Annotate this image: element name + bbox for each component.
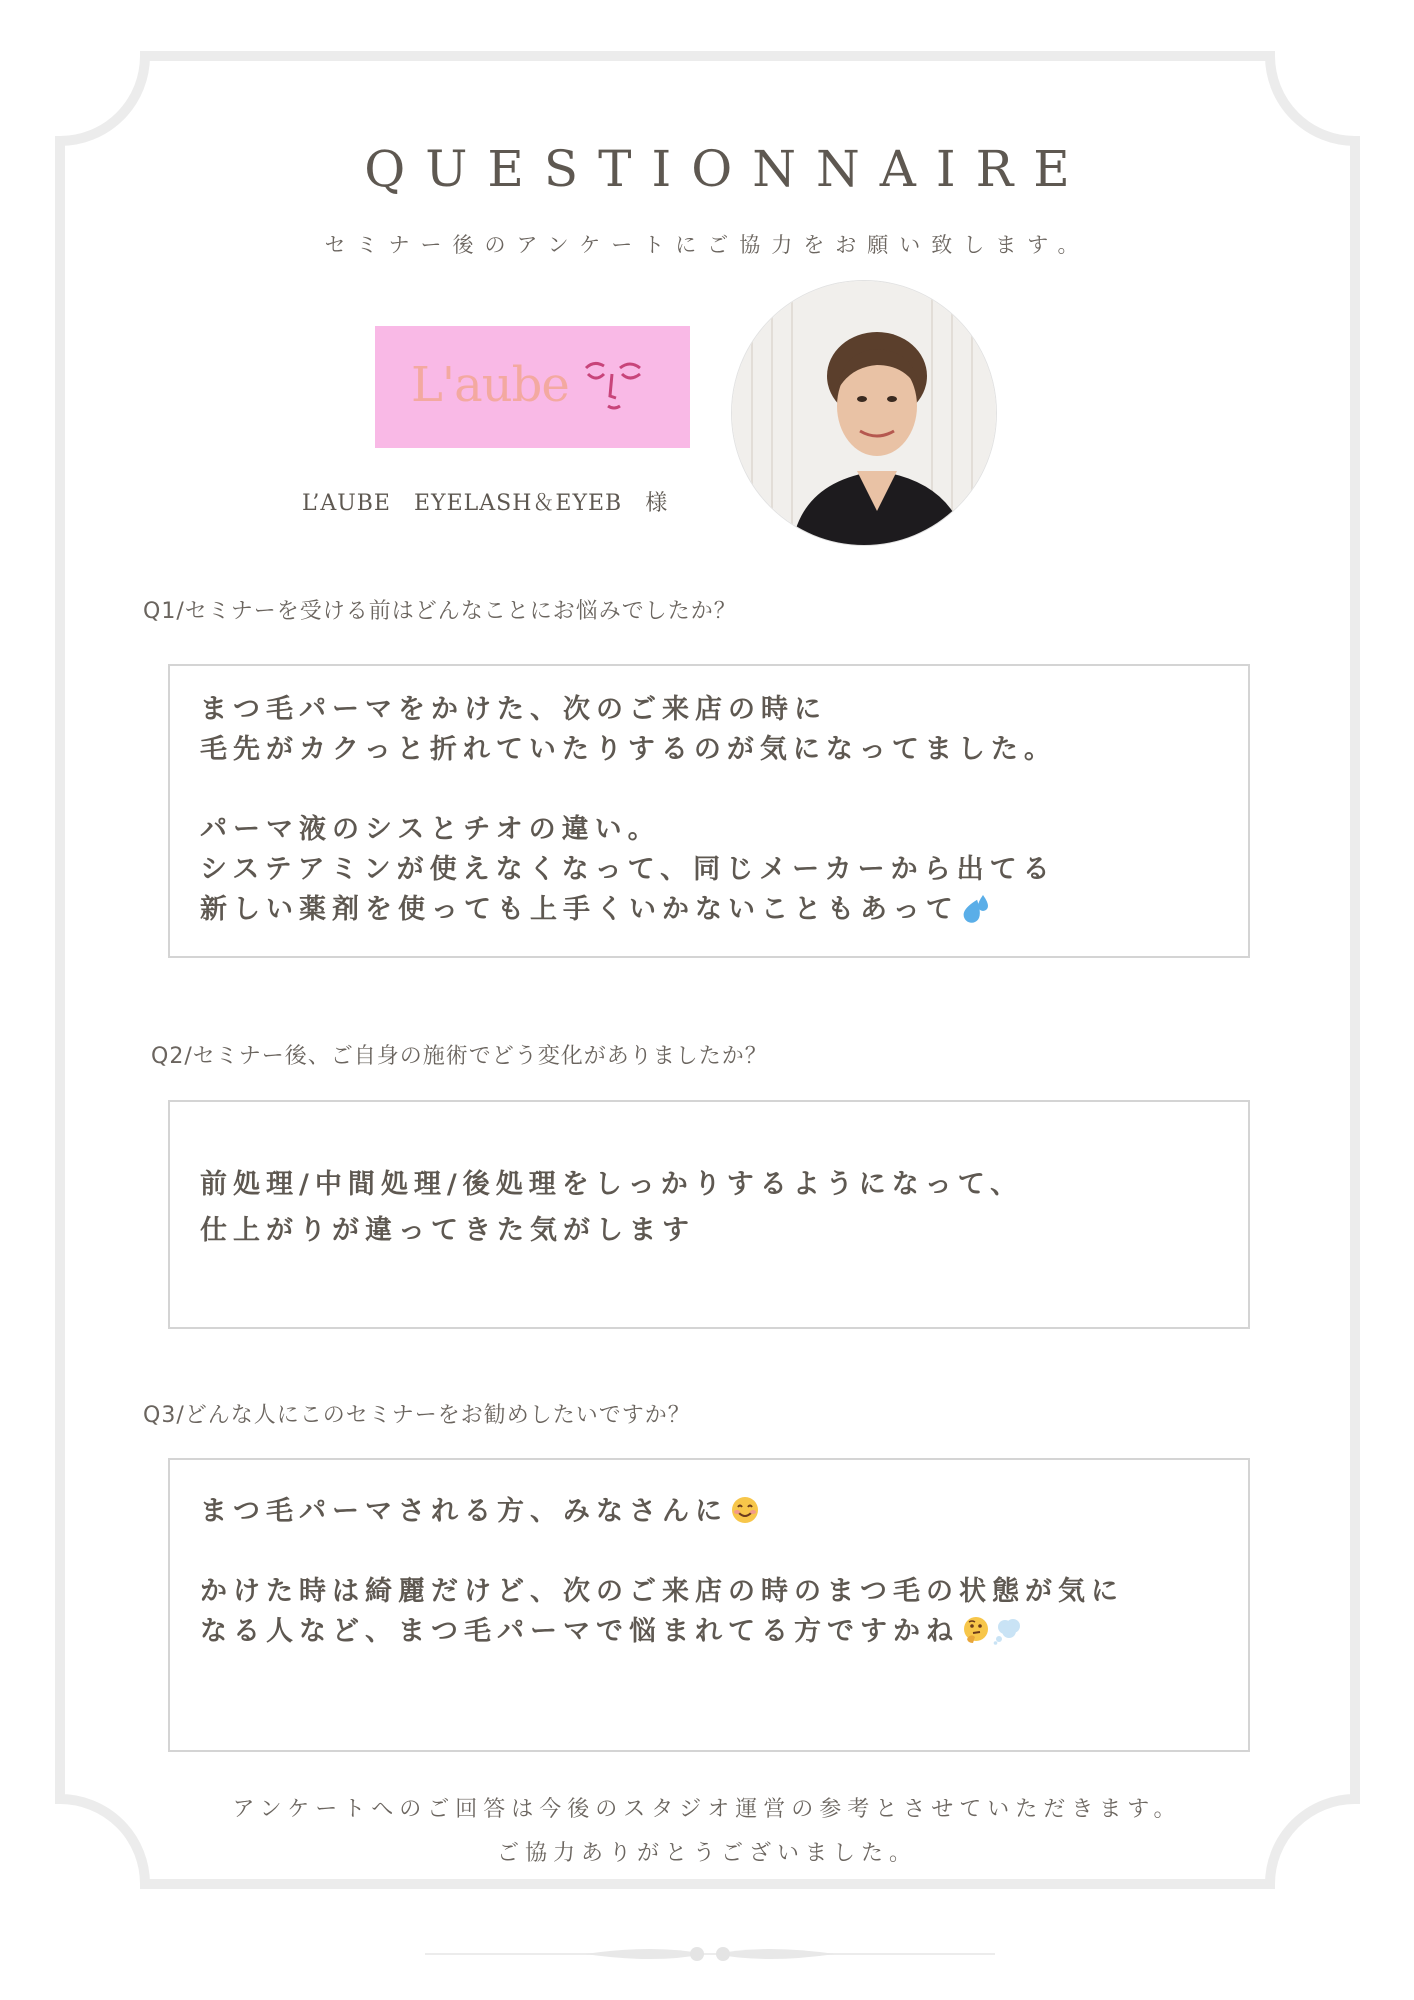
question-3-label: Q3/どんな人にこのセミナーをお勧めしたいですか？ bbox=[143, 1403, 691, 1428]
thought-balloon-icon bbox=[993, 1615, 1023, 1645]
answer-3-box bbox=[168, 1458, 1250, 1752]
closed-eyes-face-icon bbox=[580, 356, 650, 416]
salon-logo bbox=[375, 326, 690, 448]
footer-thanks: ご協力ありがとうございました。 bbox=[496, 1841, 917, 1866]
answer-3-text bbox=[200, 1492, 1124, 1652]
answer-3-line: まつ毛パーマされる方、みなさんに bbox=[200, 1496, 728, 1527]
question-1-label: Q1/セミナーを受ける前はどんなことにお悩みでしたか？ bbox=[143, 599, 737, 624]
answer-1-line: システアミンが使えなくなって、同じメーカーから出てる bbox=[200, 854, 1056, 885]
answer-3-line: なる人など、まつ毛パーマで悩まれてる方ですかね bbox=[200, 1616, 959, 1647]
answer-2-box bbox=[168, 1100, 1250, 1329]
question-2-label: Q2/セミナー後、ご自身の施術でどう変化がありましたか？ bbox=[151, 1044, 768, 1069]
answer-1-text bbox=[200, 690, 1057, 930]
page-subtitle: セミナー後のアンケートにご協力をお願い致します。 bbox=[324, 233, 1090, 257]
thinking-face-icon bbox=[961, 1615, 991, 1645]
answer-1-box bbox=[168, 664, 1250, 958]
smiling-face-icon bbox=[730, 1495, 760, 1525]
divider-ornament bbox=[425, 1940, 995, 1970]
answer-1-line bbox=[200, 770, 1057, 810]
answer-2-line: 仕上がりが違ってきた気がします bbox=[200, 1215, 695, 1246]
footer-note: アンケートへのご回答は今後のスタジオ運営の参考とさせていただきます。 bbox=[232, 1797, 1182, 1822]
answer-1-line: 毛先がカクっと折れていたりするのが気になってました。 bbox=[200, 734, 1057, 765]
salon-name: L’AUBE EYELASH＆EYEB 様 bbox=[302, 491, 669, 516]
answer-1-line: まつ毛パーマをかけた、次のご来店の時に bbox=[200, 694, 827, 725]
logo-text: L'aube bbox=[411, 357, 569, 413]
answer-3-line: かけた時は綺麗だけど、次のご来店の時のまつ毛の状態が気に bbox=[200, 1576, 1124, 1607]
sweat-droplets-icon bbox=[961, 893, 991, 923]
answer-3-line bbox=[200, 1532, 1124, 1572]
answer-1-line: パーマ液のシスとチオの違い。 bbox=[200, 814, 661, 845]
answer-2-text bbox=[200, 1162, 1023, 1254]
answer-1-line: 新しい薬剤を使っても上手くいかないこともあって bbox=[200, 894, 959, 925]
page-title: QUESTIONNAIRE bbox=[364, 140, 1090, 198]
customer-photo bbox=[731, 280, 997, 546]
answer-2-line: 前処理/中間処理/後処理をしっかりするようになって、 bbox=[200, 1169, 1024, 1200]
